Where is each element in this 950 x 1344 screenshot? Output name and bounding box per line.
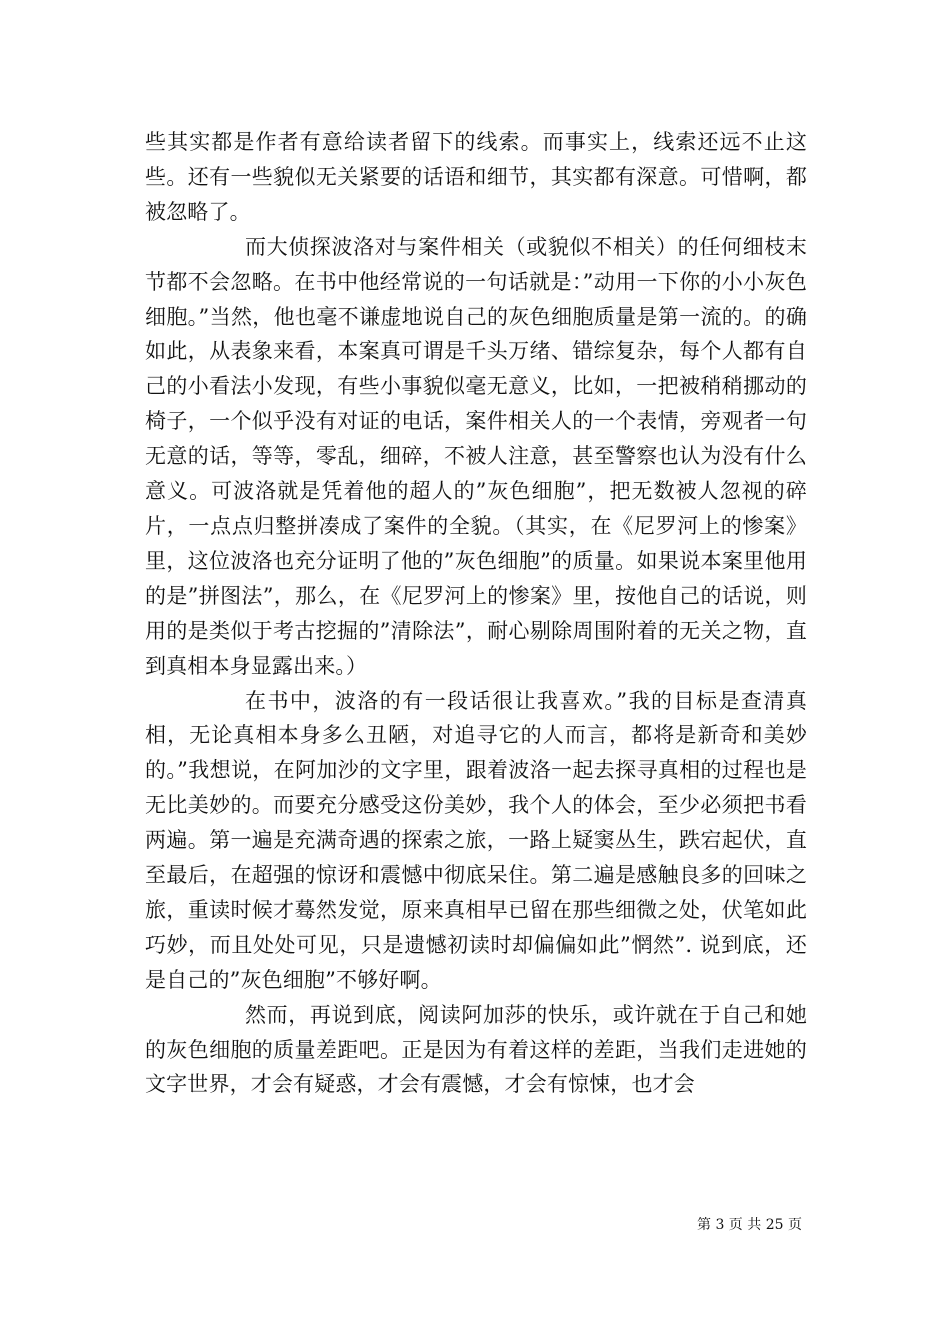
body-text <box>145 125 807 1102</box>
page-number-footer: 第 3 页 共 25 页 <box>697 1217 802 1233</box>
paragraph-2: 而大侦探波洛对与案件相关（或貌似不相关）的任何细枝末节都不会忽略。在书中他经常说的一句话就是：”动用一下你的小小灰色细胞。”当然，他也毫不谦虚地说自己的灰色细胞质量是第一流的。的确如此，从表象来看，本案真可谓是千头万绪、错综复杂，每个人都有自己的小看法小发现，有些小事貌似毫无意义，比如，一把被稍稍挪动的椅子，一个似乎没有对证的电话，案件相关人的一个表情，旁观者一句无意的话，等等，零乱，细碎，不被人注意，甚至警察也认为没有什么意义。可波洛就是凭着他的超人的”灰色细胞”，把无数被人忽视的碎片，一点点归整拼凑成了案件的全貌。（其实，在《尼罗河上的惨案》里，这位波洛也充分证明了他的”灰色细胞”的质量。如果说本案里他用的是”拼图法”，那么，在《尼罗河上的惨案》里，按他自己的话说，则用的是类似于考古挖掘的”清除法”，耐心剔除周围附着的无关之物，直到真相本身显露出来。） <box>145 234 807 678</box>
paragraph-1: 些其实都是作者有意给读者留下的线索。而事实上，线索还远不止这些。还有一些貌似无关紧要的话语和细节，其实都有深意。可惜啊，都被忽略了。 <box>145 130 807 224</box>
paragraph-3: 在书中，波洛的有一段话很让我喜欢。”我的目标是查清真相，无论真相本身多么丑陋，对追寻它的人而言，都将是新奇和美妙的。”我想说，在阿加沙的文字里，跟着波洛一起去探寻真相的过程也是无比美妙的。而要充分感受这份美妙，我个人的体会，至少必须把书看两遍。第一遍是充满奇遇的探索之旅，一路上疑窦丛生，跌宕起伏，直至最后，在超强的惊讶和震憾中彻底呆住。第二遍是感触良多的回味之旅，重读时候才蓦然发觉，原来真相早已留在那些细微之处，伏笔如此巧妙，而且处处可见，只是遗憾初读时却偏偏如此”惘然”. 说到底，还是自己的”灰色细胞”不够好啊。 <box>145 688 807 992</box>
paragraph-4: 然而，再说到底，阅读阿加莎的快乐，或许就在于自己和她的灰色细胞的质量差距吧。正是因为有着这样的差距，当我们走进她的文字世界，才会有疑惑，才会有震憾，才会有惊悚，也才会 <box>145 1002 807 1097</box>
